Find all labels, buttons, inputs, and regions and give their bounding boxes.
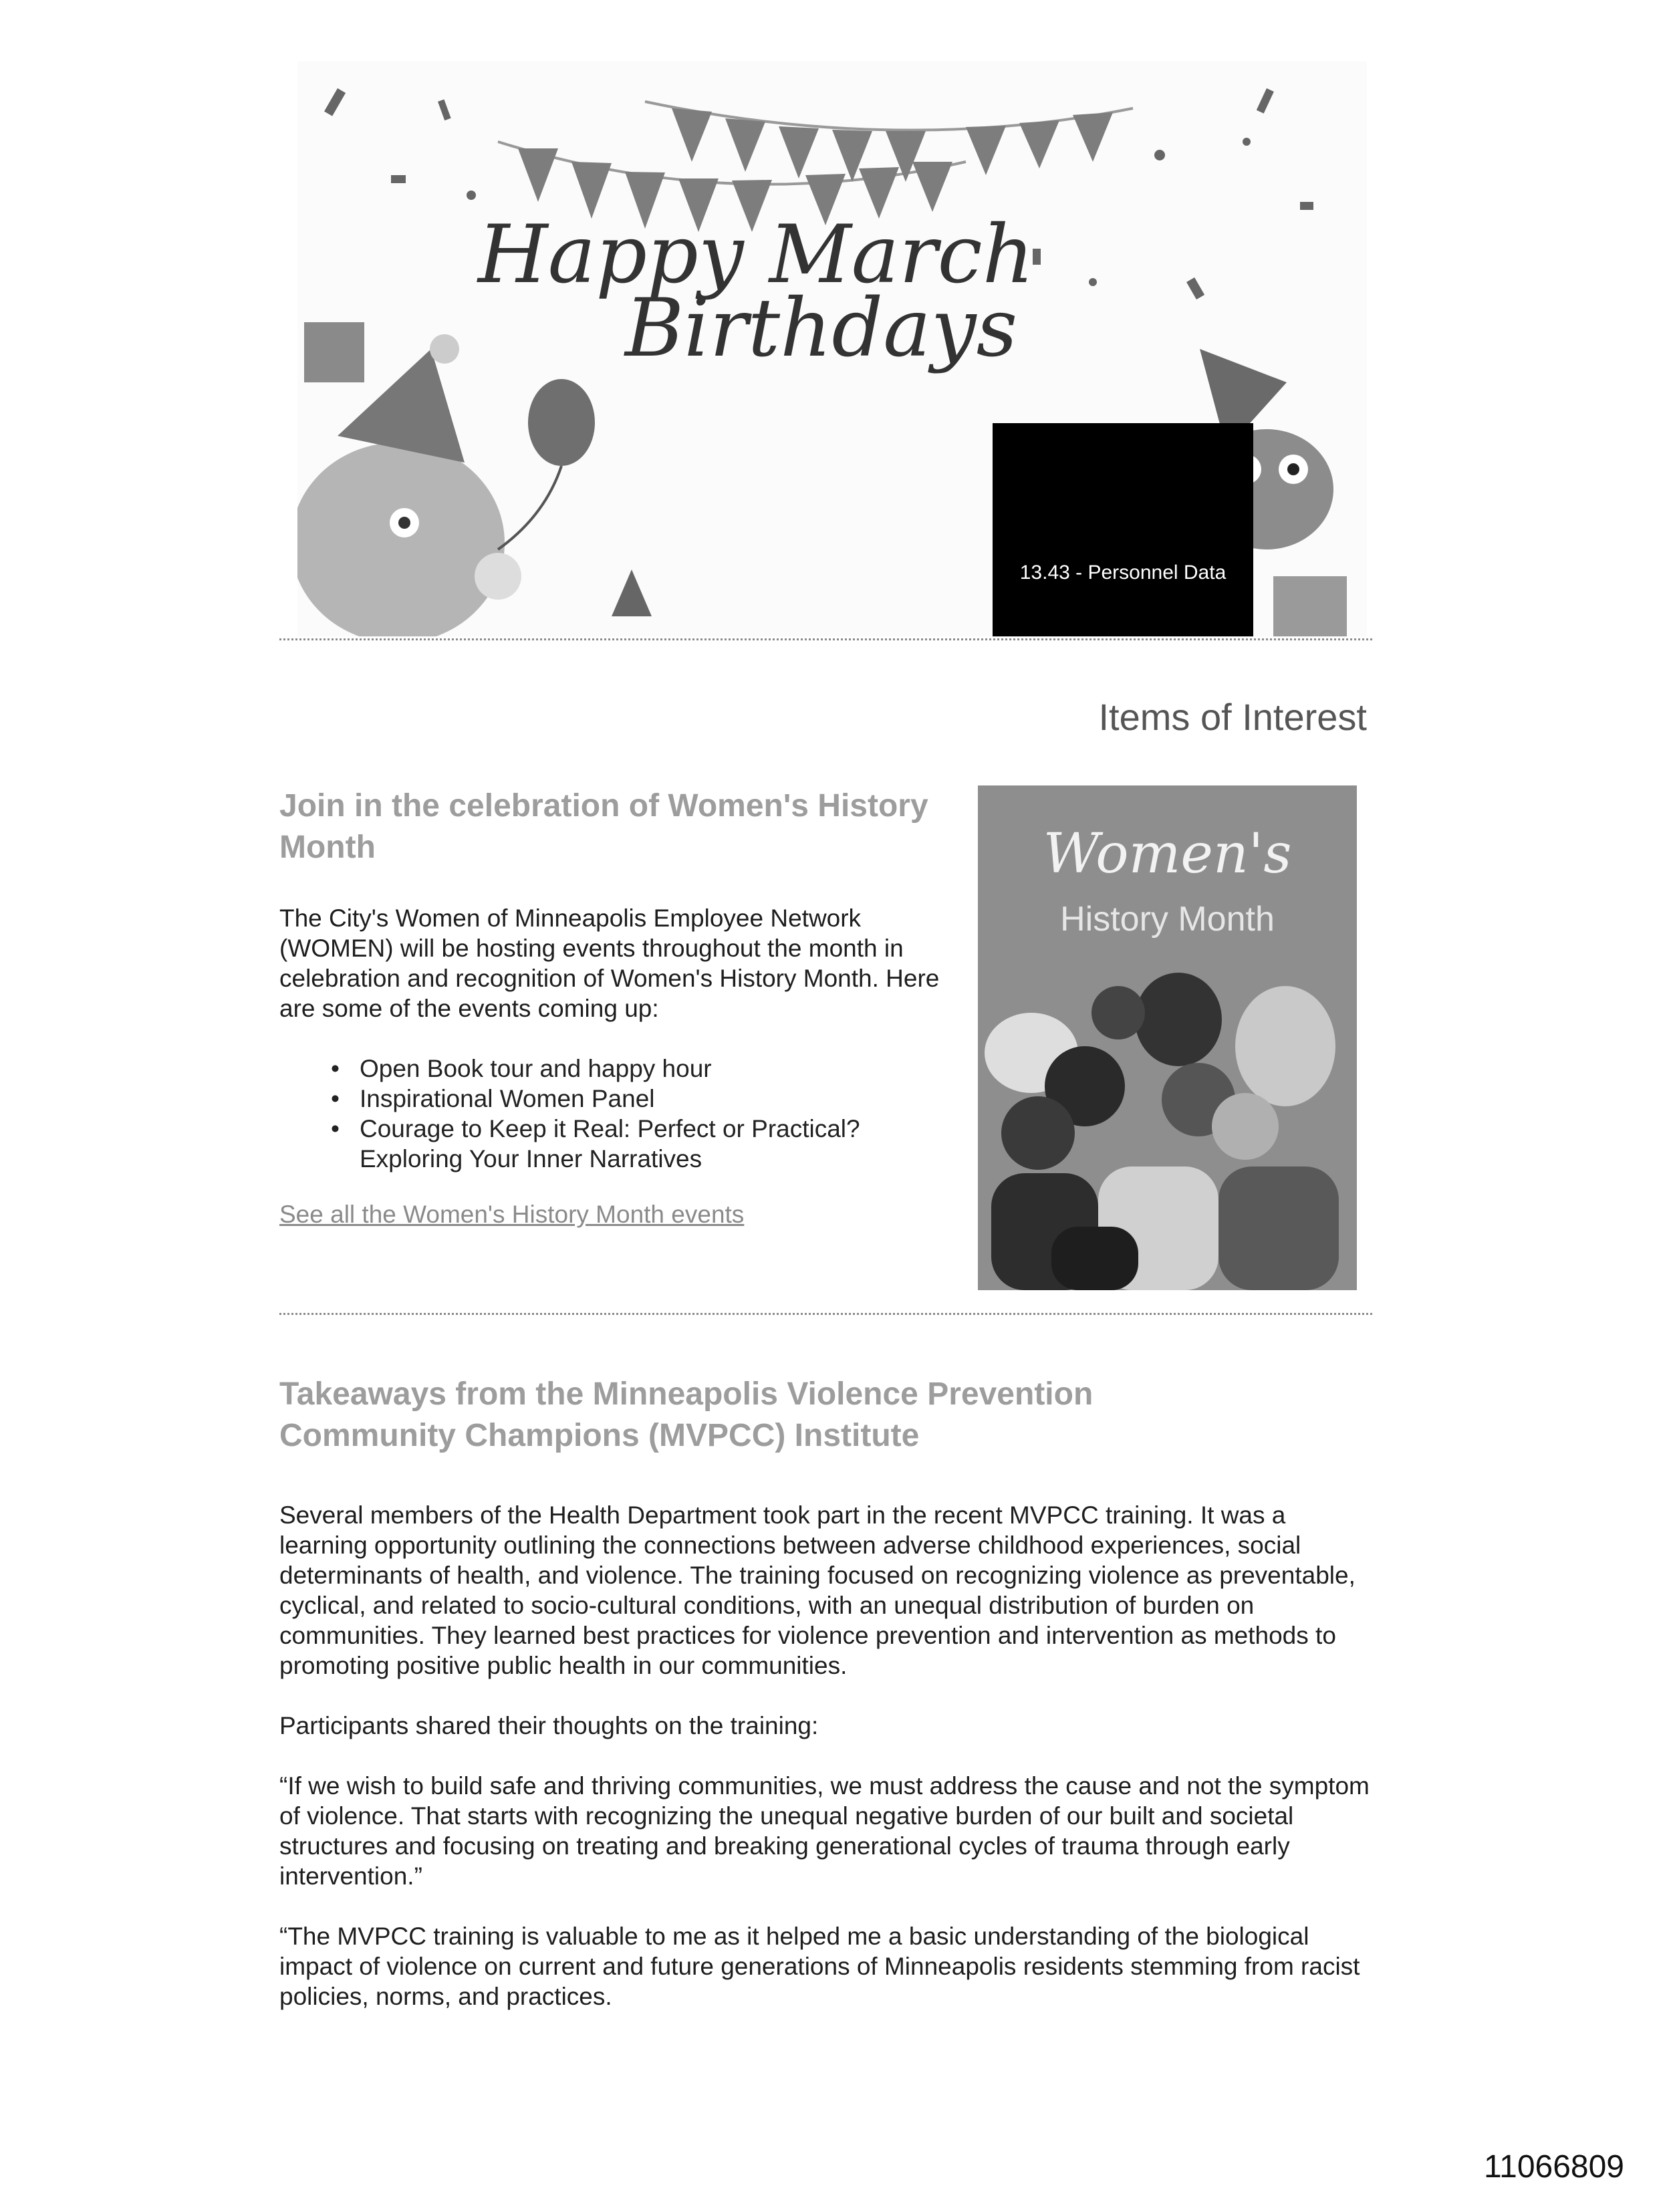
section-title: Items of Interest [1098, 696, 1367, 738]
whm-heading: Join in the celebration of Women's History Month [279, 788, 928, 865]
poster-title: Women's [1043, 822, 1292, 886]
poster-subtitle: History Month [1060, 900, 1275, 939]
whm-event-list [279, 1054, 961, 1174]
whm-article [279, 785, 961, 1229]
list-item: • Inspirational Women Panel [279, 1084, 961, 1114]
mvpcc-heading: Takeaways from the Minneapolis Violence Prevention Community Champions (MVPCC) Institute [279, 1376, 1094, 1453]
mvpcc-quote: “The MVPCC training is valuable to me as it helped me a basic understanding of the biological impact of violence on current and future generations of Minneapolis residents stemming from racist policies, norms, and practices. [279, 1923, 1360, 2010]
whm-body: The City's Women of Minneapolis Employee Network (WOMEN) will be hosting events throughout the month in celebration and recognition of Women's History Month. Here are some of the events coming up: [279, 904, 940, 1022]
list-item: • Open Book tour and happy hour [279, 1054, 961, 1084]
divider [279, 638, 1372, 640]
mvpcc-paragraph: Participants shared their thoughts on the training: [279, 1712, 819, 1739]
divider [279, 1313, 1372, 1315]
women-group-illustration [978, 953, 1357, 1290]
redaction-label: 13.43 - Personnel Data [1019, 562, 1227, 584]
birthday-banner [297, 62, 1367, 636]
whm-events-link[interactable]: See all the Women's History Month events [279, 1201, 745, 1228]
list-item: • Courage to Keep it Real: Perfect or Practical? Exploring Your Inner Narratives [279, 1114, 961, 1174]
mvpcc-paragraph: Several members of the Health Department took part in the recent MVPCC training. It was a learning opportunity outlining the connections between adverse childhood experiences, social determinants of health, and violence. The training focused on recognizing violence as preventable, cyclical, and related to socio-cultural conditions, with an unequal distribution of burden on communities. They learned best practices for violence prevention and intervention as methods to promoting positive public health in our communities. [279, 1501, 1356, 1679]
page-number: 11066809 [1484, 2149, 1624, 2185]
mvpcc-quote: “If we wish to build safe and thriving communities, we must address the cause and not the symptom of violence. That starts with recognizing the unequal negative burden of our built and societal structures and focusing on treating and breaking generational cycles of trauma through early intervention.” [279, 1772, 1370, 1890]
banner-title-line2: Birthdays [625, 282, 1018, 375]
banner-title-line1: Happy March [478, 209, 1035, 301]
mvpcc-article [279, 1374, 1376, 2011]
redaction-box [993, 423, 1253, 636]
whm-poster [978, 785, 1357, 1290]
